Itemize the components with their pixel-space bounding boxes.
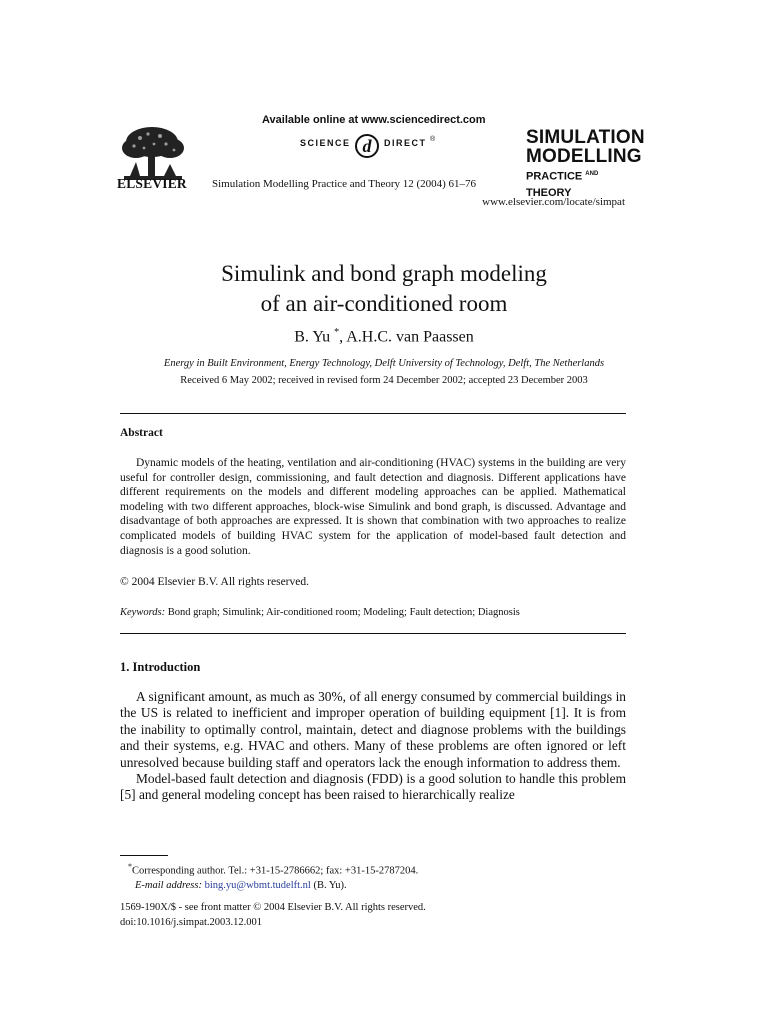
footnote-rule: [120, 855, 168, 856]
email-label: E-mail address:: [135, 879, 202, 891]
abstract-text: Dynamic models of the heating, ventilation and air-conditioning (HVAC) systems in the building are very useful for controller design, commissioning, and fault detection and diagnosis. Different applications have different requirements on the models and different modeling approaches can be applied. Mathematical modeling with two different approaches, block-wise Simulink and bond graph, is discussed. Advantage and disadvantage of both approaches are expressed. It is shown that combination with two approaches to realize complicated models of building HVAC system for the application of model-based fault detection and diagnosis is a good solution.: [120, 457, 626, 557]
svg-text:d: d: [362, 136, 372, 156]
sd-right-text: DIRECT: [384, 138, 427, 148]
publisher-name: ELSEVIER: [117, 176, 187, 191]
footnote: [128, 860, 419, 893]
abstract-body: [120, 456, 626, 558]
authors: [0, 327, 768, 346]
front-matter: [120, 901, 426, 930]
footnote-corresponding-text: Corresponding author. Tel.: +31-15-2786662; fax: +31-15-2787204.: [132, 865, 419, 877]
journal-url[interactable]: www.elsevier.com/locate/simpat: [482, 196, 625, 208]
email-suffix: (B. Yu).: [313, 879, 347, 891]
sd-registered-mark: ®: [430, 136, 436, 143]
abstract-copyright: © 2004 Elsevier B.V. All rights reserved.: [120, 576, 309, 588]
section-heading: 1. Introduction: [120, 660, 201, 674]
journal-logo-and: AND: [585, 171, 599, 177]
journal-logo-theory: THEORY: [526, 186, 572, 199]
title-line-1: Simulink and bond graph modeling: [221, 261, 547, 286]
journal-citation: Simulation Modelling Practice and Theory 12 (2004) 61–76: [212, 178, 477, 190]
author-1: B. Yu: [294, 328, 331, 346]
issn-line: 1569-190X/$ - see front matter © 2004 Elsevier B.V. All rights reserved.: [120, 902, 426, 913]
received-dates: Received 6 May 2002; received in revised form 24 December 2002; accepted 23 December 2003: [180, 375, 588, 386]
keywords-list: Bond graph; Simulink; Air-conditioned room; Modeling; Fault detection; Diagnosis: [167, 607, 520, 618]
divider-top: [120, 413, 626, 414]
title-line-2: of an air-conditioned room: [260, 291, 508, 316]
keywords: [120, 607, 520, 618]
journal-logo: [526, 127, 645, 201]
doi-line[interactable]: doi:10.1016/j.simpat.2003.12.001: [120, 916, 263, 928]
divider-bottom: [120, 633, 626, 634]
footnote-corresponding: [128, 860, 419, 879]
intro-body: [120, 689, 626, 804]
sciencedirect-d-icon: [354, 133, 380, 159]
intro-paragraph-1: A significant amount, as much as 30%, of all energy consumed by commercial buildings in the US is related to inefficient and improper operation of building equipment [1]. It is from the inability to optimally control, maintain, detect and diagnose problems with the buildings and their systems, e.g. HVAC and others. Many of these problems are often ignored or left unresolved because building staff and operators lack the enough information to address them.: [120, 689, 626, 770]
sd-left-text: SCIENCE: [300, 138, 351, 148]
keywords-label: Keywords:: [120, 607, 166, 618]
email-link[interactable]: bing.yu@wbmt.tudelft.nl: [204, 879, 311, 891]
affiliation: Energy in Built Environment, Energy Technology, Delft University of Technology, Delft, The Netherlands: [163, 358, 605, 369]
footnote-mark: *: [128, 862, 132, 871]
paper-title: [0, 259, 768, 319]
author-2: , A.H.C. van Paassen: [339, 328, 474, 346]
available-online-text: Available online at www.sciencedirect.com: [262, 114, 486, 126]
sciencedirect-logo: [300, 133, 490, 157]
journal-logo-line1: SIMULATION: [526, 127, 645, 148]
corresponding-mark: *: [334, 327, 340, 338]
abstract-heading: Abstract: [120, 427, 163, 439]
journal-logo-practice: PRACTICE: [526, 170, 583, 183]
footnote-email-line: [135, 879, 418, 893]
journal-logo-line2: MODELLING: [526, 146, 642, 167]
intro-paragraph-2: Model-based fault detection and diagnosis (FDD) is a good solution to handle this problem [5] and general modeling concept has been raised to hierarchically realize: [120, 771, 626, 803]
